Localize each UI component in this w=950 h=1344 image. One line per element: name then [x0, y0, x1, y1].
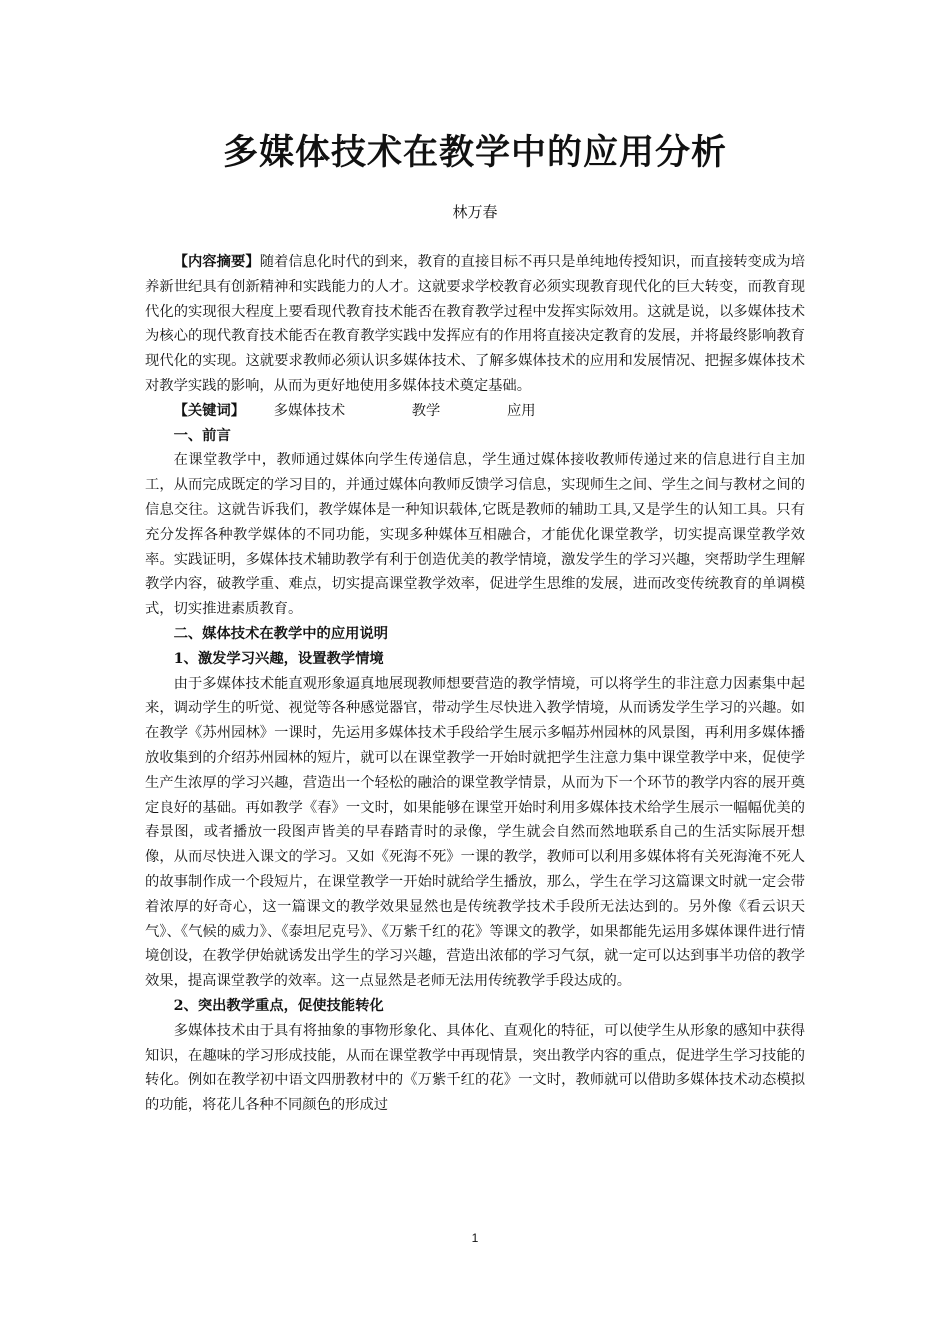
abstract-label: 【内容摘要】	[173, 254, 260, 270]
keyword-item: 教学	[411, 402, 441, 419]
keywords-paragraph	[145, 399, 805, 424]
document-title: 多媒体技术在教学中的应用分析	[222, 133, 727, 173]
keyword-item: 应用	[506, 402, 536, 419]
subsection-heading-interest: 1、激发学习兴趣，设置教学情境	[173, 650, 384, 667]
subsection-heading-focus: 2、突出教学重点，促使技能转化	[173, 997, 384, 1014]
document-body	[145, 250, 805, 1118]
keyword-item: 多媒体技术	[273, 402, 346, 419]
page-number: 1	[471, 1231, 479, 1245]
abstract-paragraph	[145, 250, 805, 399]
section-heading-application: 二、媒体技术在教学中的应用说明	[173, 625, 389, 642]
interest-paragraph: 由于多媒体技术能直观形象逼真地展现教师想要营造的教学情境，可以将学生的非注意力因素集中起来，调动学生的听觉、视觉等各种感觉器官，带动学生尽快进入教学情境，从而诱发学生学习的兴趣。如在教学《苏州园林》一课时，先运用多媒体技术手段给学生展示多幅苏州园林的风景图，再利用多媒体播放收集到的介绍苏州园林的短片，就可以在课堂教学一开始时就把学生注意力集中课堂教学中来，促使学生产生浓厚的学习兴趣，营造出一个轻松的融洽的课堂教学情景，从而为下一个环节的教学内容的展开奠定良好的基础。再如教学《春》一文时，如果能够在课堂开始时利用多媒体技术给学生展示一幅幅优美的春景图，或者播放一段图声皆美的早春踏青时的录像，学生就会自然而然地联系自己的生活实际展开想像，从而尽快进入课文的学习。又如《死海不死》一课的教学，教师可以利用多媒体将有关死海淹不死人的故事制作成一个段短片，在课堂教学一开始时就给学生播放，那么，学生在学习这篇课文时就一定会带着浓厚的好奇心，这一篇课文的教学效果显然也是传统教学技术手段所无法达到的。另外像《看云识天气》、《气候的威力》、《泰坦尼克号》、《万紫千红的花》等课文的教学，如果都能先运用多媒体课件进行情境创设，在教学伊始就诱发出学生的学习兴趣，营造出浓郁的学习气氛，就一定可以达到事半功倍的教学效果，提高课堂教学的效率。这一点显然是老师无法用传统教学手段达成的。	[145, 675, 805, 990]
section-heading-intro: 一、前言	[173, 427, 231, 444]
focus-paragraph: 多媒体技术由于具有将抽象的事物形象化、具体化、直观化的特征，可以使学生从形象的感知中获得知识，在趣味的学习形成技能，从而在课堂教学中再现情景，突出教学内容的重点，促进学生学习技能的转化。例如在教学初中语文四册教材中的《万紫千红的花》一文时，教师就可以借助多媒体技术动态模拟的功能，将花儿各种不同颜色的形成过	[145, 1022, 805, 1114]
keywords-label: 【关键词】	[173, 402, 246, 419]
intro-paragraph: 在课堂教学中，教师通过媒体向学生传递信息，学生通过媒体接收教师传递过来的信息进行自主加工，从而完成既定的学习目的，并通过媒体向教师反馈学习信息，实现师生之间、学生之间与教材之间的信息交往。这就告诉我们，教学媒体是一种知识载体,它既是教师的辅助工具,又是学生的认知工具。只有充分发挥各种教学媒体的不同功能，实现多种媒体互相融合，才能优化课堂教学，切实提高课堂教学效率。实践证明，多媒体技术辅助教学有利于创造优美的教学情境，激发学生的学习兴趣，突帮助学生理解教学内容，破教学重、难点，切实提高课堂教学效率，促进学生思维的发展，进而改变传统教育的单调模式，切实推进素质教育。	[145, 452, 805, 618]
abstract-text: 随着信息化时代的到来，教育的直接目标不再只是单纯地传授知识，而直接转变成为培养新世纪具有创新精神和实践能力的人才。这就要求学校教育必须实现教育现代化的巨大转变，而教育现代化的实现很大程度上要看现代教育技术能否在教育教学过程中发挥实际效用。这就是说，以多媒体技术为核心的现代教育技术能否在教育教学实践中发挥应有的作用将直接决定教育的发展，并将最终影响教育现代化的实现。这就要求教师必须认识多媒体技术、了解多媒体技术的应用和发展情况、把握多媒体技术对教学实践的影响，从而为更好地使用多媒体技术奠定基础。	[145, 254, 805, 394]
author-name: 林万春	[452, 203, 498, 221]
